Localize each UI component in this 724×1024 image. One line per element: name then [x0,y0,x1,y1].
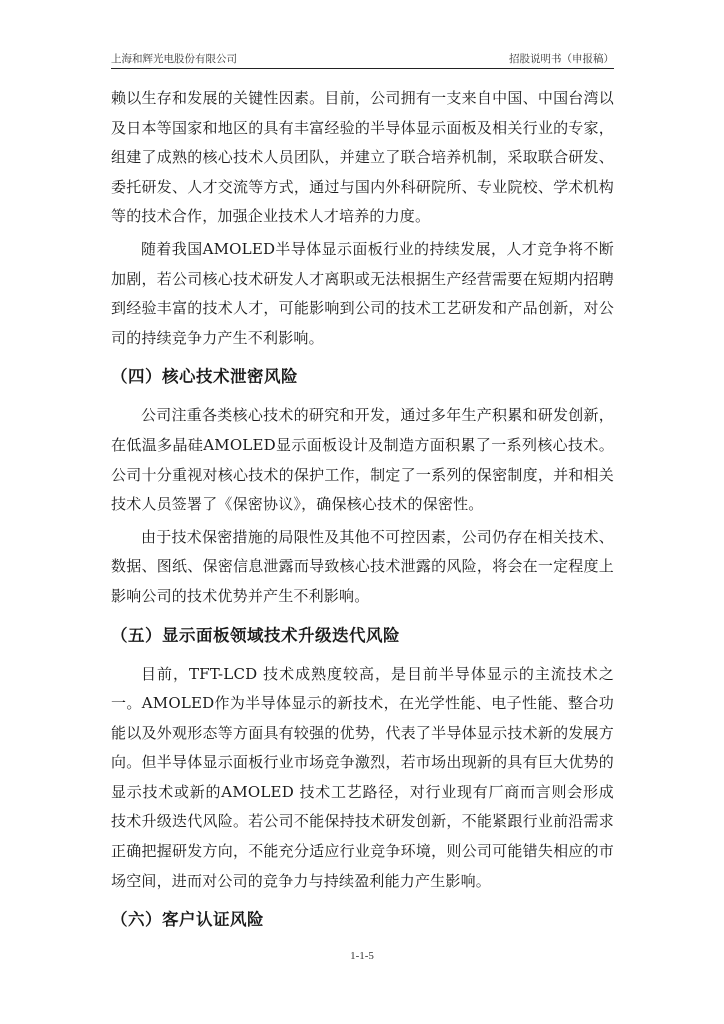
section-heading-5: （五）显示面板领域技术升级迭代风险 [111,625,400,645]
header-doc-title: 招股说明书（申报稿） [509,53,614,65]
header-divider [111,68,614,69]
section-heading-6: （六）客户认证风险 [111,910,264,930]
header-company: 上海和辉光电股份有限公司 [111,53,237,65]
paragraph-1: 赖以生存和发展的关键性因素。目前，公司拥有一支来自中国、中国台湾以及日本等国家和地区的具有丰富经验的半导体显示面板及相关行业的专家，组建了成熟的核心技术人员团队，并建立了联合培养机制，采取联合研发、委托研发、人才交流等方式，通过与国内外科研院所、专业院校、学术机构等的技术合作，加强企业技术人才培养的力度。 [111,89,614,226]
page-header [111,49,614,67]
paragraph-3: 公司注重各类核心技术的研究和开发，通过多年生产积累和研发创新，在低温多晶硅AMOLED显示面板设计及制造方面积累了一系列核心技术。公司十分重视对核心技术的保护工作，制定了一系列的保密制度，并和相关技术人员签署了《保密协议》，确保核心技术的保密性。 [111,406,614,514]
document-body [111,84,614,944]
paragraph-5: 目前，TFT-LCD 技术成熟度较高，是目前半导体显示的主流技术之一。AMOLED作为半导体显示的新技术，在光学性能、电子性能、整合功能以及外观形态等方面具有较强的优势，代表了半导体显示技术新的发展方向。但半导体显示面板行业市场竞争激烈，若市场出现新的具有巨大优势的显示技术或新的AMOLED 技术工艺路径，对行业现有厂商而言则会形成技术升级迭代风险。若公司不能保持技术研发创新，不能紧跟行业前沿需求正确把握研发方向，不能充分适应行业竞争环境，则公司可能错失相应的市场空间，进而对公司的竞争力与持续盈利能力产生影响。 [111,664,614,890]
section-heading-4: （四）核心技术泄密风险 [111,367,298,387]
page-number: 1-1-5 [350,950,374,962]
paragraph-4: 由于技术保密措施的局限性及其他不可控因素，公司仍存在相关技术、数据、图纸、保密信息泄露而导致核心技术泄露的风险，将会在一定程度上影响公司的技术优势并产生不利影响。 [111,527,614,605]
paragraph-2: 随着我国AMOLED半导体显示面板行业的持续发展，人才竞争将不断加剧，若公司核心技术研发人才离职或无法根据生产经营需要在短期内招聘到经验丰富的技术人才，可能影响到公司的技术工艺研发和产品创新，对公司的持续竞争力产生不利影响。 [111,239,614,347]
